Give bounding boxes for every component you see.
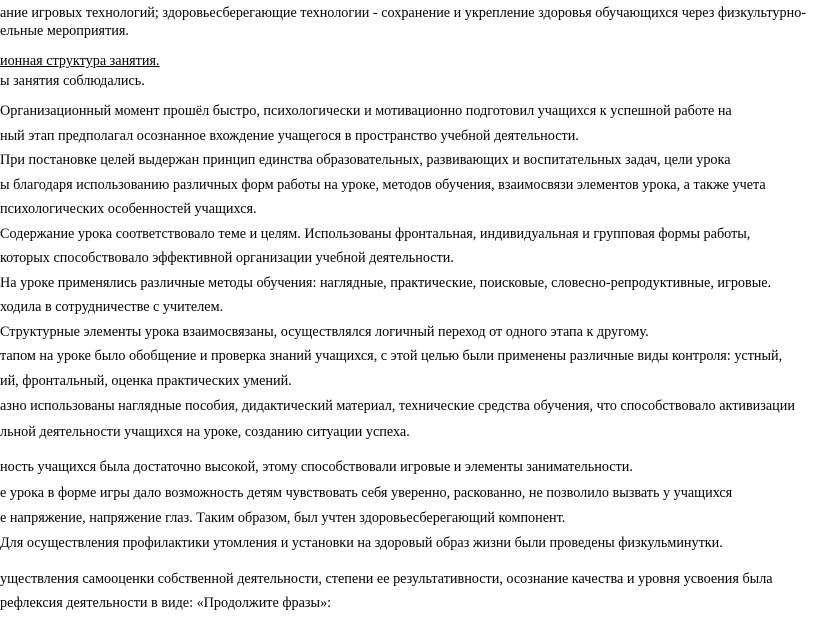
text-line: ы занятия соблюдались.	[0, 73, 145, 89]
text-line: ходила в сотрудничестве с учителем.	[0, 299, 224, 315]
text-line: При постановке целей выдержан принцип единства образовательных, развивающих и воспитательных задач, цели урока	[0, 152, 731, 168]
text-line: уществления самооценки собственной деятельности, степени ее результативности, осознание качества и уровня усвоения была	[0, 571, 773, 587]
text-line: Организационный момент прошёл быстро, психологически и мотивационно подготовил учащихся к успешной работе на	[0, 103, 732, 119]
text-line: Структурные элементы урока взаимосвязаны, осуществлялся логичный переход от одного этапа к другому.	[0, 324, 649, 340]
text-line: ность учащихся была достаточно высокой, этому способствовали игровые и элементы занимательности.	[0, 459, 633, 475]
text-line: азно использованы наглядные пособия, дидактический материал, технические средства обучения, что способствовало активизации	[0, 398, 795, 414]
text-line: ный этап предполагал осознанное вхождение учащегося в пространство учебной деятельности.	[0, 128, 579, 144]
text-line: ание игровых технологий; здоровьесберегающие технологии - сохранение и укрепление здоровья обучающихся через физкультурно-	[0, 5, 807, 21]
text-line: е урока в форме игры дало возможность детям чувствовать себя уверенно, раскованно, не позволило вызвать у учащихся	[0, 485, 733, 501]
text-line: е напряжение, напряжение глаз. Таким образом, был учтен здоровьесберегающий компонент.	[0, 510, 566, 526]
text-line: ы благодаря использованию различных форм работы на уроке, методов обучения, взаимосвязи элементов урока, а также учета	[0, 177, 766, 193]
section-heading: ионная структура занятия.	[0, 53, 160, 69]
text-line: ельные мероприятия.	[0, 23, 129, 39]
text-line: рефлексия деятельности в виде: «Продолжите фразы»:	[0, 595, 332, 611]
text-line: Содержание урока соответствовало теме и целям. Использованы фронтальная, индивидуальная и групповая формы работы,	[0, 226, 751, 242]
text-line: льной деятельности учащихся на уроке, созданию ситуации успеха.	[0, 424, 410, 440]
text-line: тапом на уроке было обобщение и проверка знаний учащихся, с этой целью были применены различные виды контроля: устный,	[0, 348, 783, 364]
text-line: психологических особенностей учащихся.	[0, 201, 257, 217]
text-line: На уроке применялись различные методы обучения: наглядные, практические, поисковые, словесно-репродуктивные, игровые.	[0, 275, 772, 291]
text-line: Для осуществления профилактики утомления и установки на здоровый образ жизни были проведены физкульминутки.	[0, 535, 723, 551]
text-line: ий, фронтальный, оценка практических умений.	[0, 373, 292, 389]
text-line: которых способствовало эффективной организации учебной деятельности.	[0, 250, 454, 266]
